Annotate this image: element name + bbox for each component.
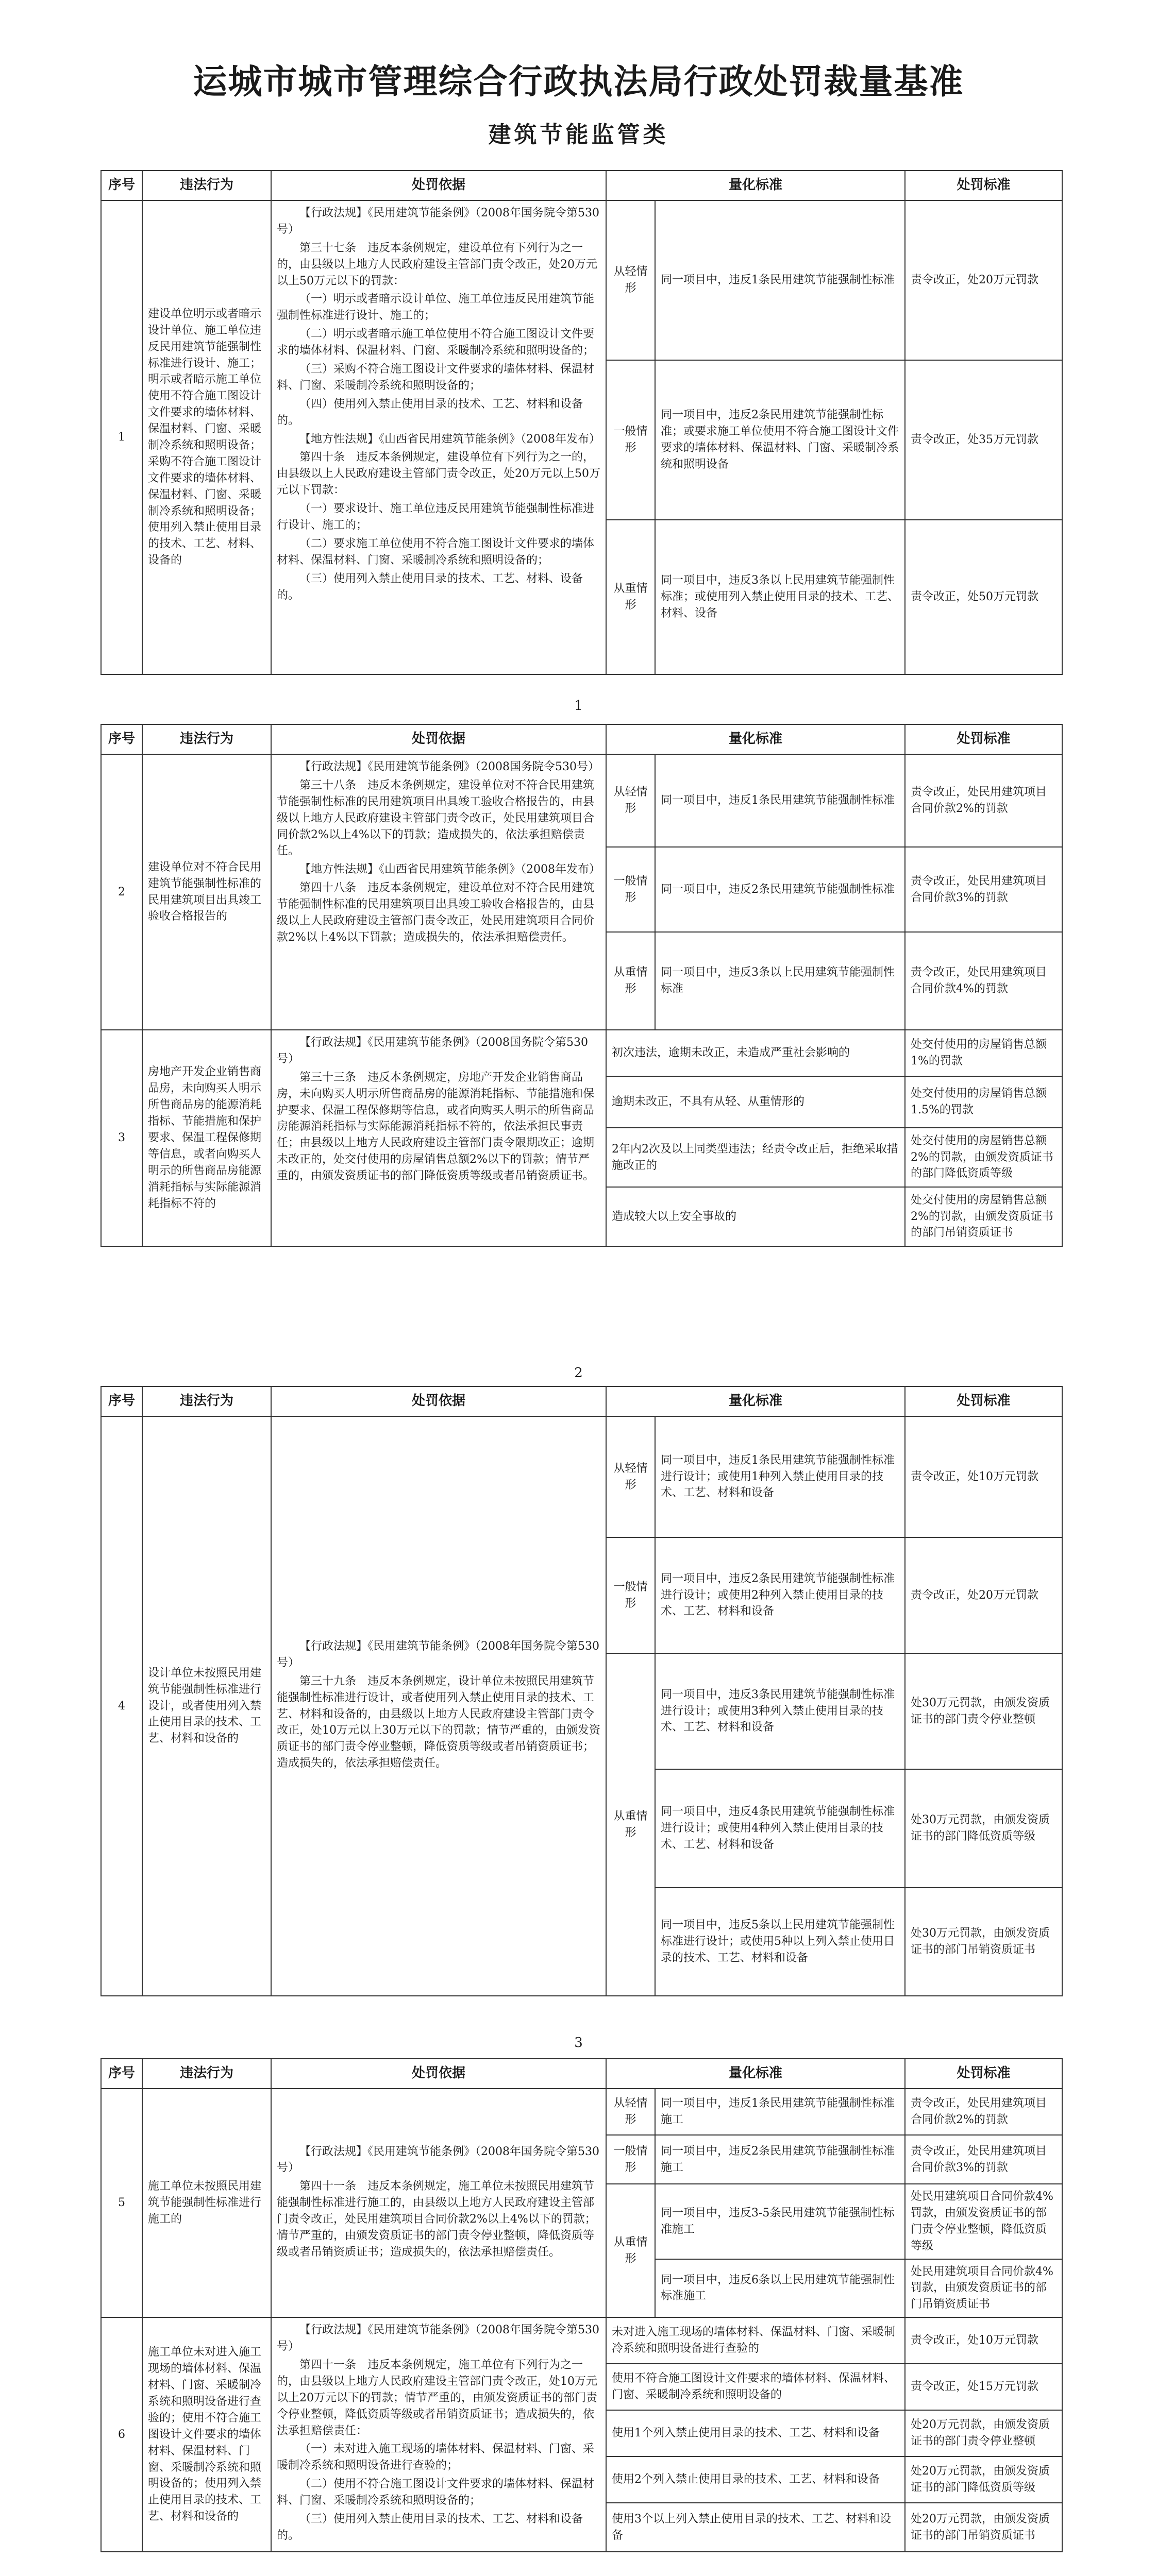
severity-level: 从轻情形 — [606, 2089, 655, 2135]
severity-level: 从重情形 — [606, 520, 655, 674]
header-standard: 量化标准 — [606, 2059, 905, 2089]
quantified-standard: 逾期未改正，不具有从轻、从重情形的 — [606, 1076, 905, 1128]
penalty-standard: 处20万元罚款，由颁发资质证书的部门责令停业整顿 — [905, 2410, 1062, 2456]
header-basis: 处罚依据 — [271, 724, 606, 754]
document-title: 运城市城市管理综合行政执法局行政处罚裁量基准 — [193, 61, 964, 101]
penalty-standard: 责令改正，处20万元罚款 — [905, 200, 1062, 360]
penalty-standard: 处30万元罚款，由颁发资质证书的部门降低资质等级 — [905, 1769, 1062, 1888]
header-no: 序号 — [101, 1386, 142, 1416]
table-row — [101, 1416, 1062, 1537]
header-standard: 量化标准 — [606, 171, 905, 200]
table-row — [101, 2089, 1062, 2135]
penalty-standard: 处交付使用的房屋销售总额1%的罚款 — [905, 1030, 1062, 1076]
header-basis: 处罚依据 — [271, 171, 606, 200]
quantified-standard: 同一项目中，违反1条民用建筑节能强制性标准施工 — [655, 2089, 905, 2135]
penalty-standard: 处20万元罚款，由颁发资质证书的部门降低资质等级 — [905, 2456, 1062, 2503]
quantified-standard: 同一项目中，违反2条民用建筑节能强制性标准；或要求施工单位使用不符合施工图设计文件要求的墙体材料、保温材料、门窗、采暖制冷系统和照明设备 — [655, 360, 905, 520]
violation-act: 施工单位未按照民用建筑节能强制性标准进行施工的 — [142, 2089, 271, 2317]
table-header-row — [101, 2059, 1062, 2089]
penalty-table-page-4 — [100, 2058, 1063, 2552]
basis-line: 第三十九条 违反本条例规定，设计单位未按照民用建筑节能强制性标准进行设计，或者使用列入禁止使用目录的技术、工艺、材料和设备的，由县级以上地方人民政府建设主管部门责令改正，处10万元以上30万元以下的罚款；情节严重的，由颁发资质证书的部门责令停业整顿，降低资质等级或者吊销资质证书；造成损失的，依法承担赔偿责任。 — [277, 1674, 600, 1770]
violation-act: 建设单位明示或者暗示设计单位、施工单位违反民用建筑节能强制性标准进行设计、施工；明示或者暗示施工单位使用不符合施工图设计文件要求的墙体材料、保温材料、门窗、采暖制冷系统和照明设备；采购不符合施工图设计文件要求的墙体材料、保温材料、门窗、采暖制冷系统和照明设备；使用列入禁止使用目录的技术、工艺、材料、设备的 — [142, 200, 271, 674]
penalty-basis — [271, 2317, 606, 2552]
quantified-standard: 使用3个以上列入禁止使用目录的技术、工艺、材料和设备 — [606, 2503, 905, 2552]
header-standard: 量化标准 — [606, 724, 905, 754]
penalty-basis — [271, 1416, 606, 1996]
penalty-standard: 责令改正，处10万元罚款 — [905, 2317, 1062, 2364]
item-no: 5 — [101, 2089, 142, 2317]
table-row — [101, 754, 1062, 847]
page-4 — [100, 2058, 1062, 2552]
quantified-standard: 同一项目中，违反2条民用建筑节能强制性标准施工 — [655, 2135, 905, 2184]
header-act: 违法行为 — [142, 2059, 271, 2089]
penalty-table-page-1 — [100, 170, 1063, 675]
penalty-standard: 责令改正，处15万元罚款 — [905, 2364, 1062, 2410]
basis-line: 【行政法规】《民用建筑节能条例》（2008年国务院令第530号） — [277, 207, 599, 236]
severity-level: 从轻情形 — [606, 200, 655, 360]
severity-level: 一般情形 — [606, 360, 655, 520]
quantified-standard: 使用不符合施工图设计文件要求的墙体材料、保温材料、门窗、采暖制冷系统和照明设备的 — [606, 2364, 905, 2410]
table-row — [101, 200, 1062, 360]
document-subtitle: 建筑节能监管类 — [488, 122, 669, 148]
item-no: 2 — [101, 754, 142, 1030]
severity-level: 一般情形 — [606, 2135, 655, 2184]
basis-line: 第三十八条 违反本条例规定，建设单位对不符合民用建筑节能强制性标准的民用建筑项目出具竣工验收合格报告的，由县级以上地方人民政府建设主管部门责令改正，处民用建筑项目合同价款2%以上4%以下的罚款；造成损失的，依法承担赔偿责任。 — [277, 778, 595, 858]
penalty-standard: 责令改正，处民用建筑项目合同价款2%的罚款 — [905, 2089, 1062, 2135]
basis-line: 第四十条 违反本条例规定，建设单位有下列行为之一的，由县级以上人民政府建设主管部门责令改正，处20万元以上50万元以下罚款： — [277, 451, 600, 497]
page-number: 3 — [574, 2035, 583, 2050]
quantified-standard: 同一项目中，违反2条民用建筑节能强制性标准进行设计；或使用2种列入禁止使用目录的技术、工艺、材料和设备 — [655, 1537, 905, 1653]
penalty-standard: 责令改正，处20万元罚款 — [905, 1537, 1062, 1653]
quantified-standard: 未对进入施工现场的墙体材料、保温材料、门窗、采暖制冷系统和照明设备进行查验的 — [606, 2317, 905, 2364]
page-3 — [100, 1386, 1062, 1996]
severity-level: 一般情形 — [606, 1537, 655, 1653]
basis-line: 【行政法规】《民用建筑节能条例》（2008年国务院令第530号） — [277, 1639, 599, 1669]
basis-line: 【行政法规】《民用建筑节能条例》（2008年国务院令第530号） — [277, 2145, 599, 2175]
violation-act: 施工单位未对进入施工现场的墙体材料、保温材料、门窗、采暖制冷系统和照明设备进行查验的；使用不符合施工图设计文件要求的墙体材料、保温材料、门窗、采暖制冷系统和照明设备的；使用列入禁止使用目录的技术、工艺、材料和设备的 — [142, 2317, 271, 2552]
item-no: 1 — [101, 200, 142, 674]
penalty-basis — [271, 200, 606, 674]
penalty-standard: 责令改正，处35万元罚款 — [905, 360, 1062, 520]
quantified-standard: 同一项目中，违反3条以上民用建筑节能强制性标准；或使用列入禁止使用目录的技术、工艺、材料、设备 — [655, 520, 905, 674]
basis-line: 【行政法规】《民用建筑节能条例》（2008国务院令530号） — [299, 760, 599, 773]
quantified-standard: 同一项目中，违反3-5条民用建筑节能强制性标准施工 — [655, 2184, 905, 2259]
penalty-standard: 责令改正，处50万元罚款 — [905, 520, 1062, 674]
quantified-standard: 同一项目中，违反1条民用建筑节能强制性标准 — [655, 754, 905, 847]
penalty-standard: 处民用建筑项目合同价款4%罚款，由颁发资质证书的部门吊销资质证书 — [905, 2259, 1062, 2318]
quantified-standard: 同一项目中，违反1条民用建筑节能强制性标准 — [655, 200, 905, 360]
basis-line: 【行政法规】《民用建筑节能条例》（2008年国务院令第530号） — [277, 2324, 599, 2353]
basis-line: 第四十一条 违反本条例规定，施工单位未按照民用建筑节能强制性标准进行施工的，由县级以上地方人民政府建设主管部门责令改正，处民用建筑项目合同价款2%以上4%以下的罚款；情节严重的，由颁发资质证书的部门责令停业整顿，降低资质等级或者吊销资质证书；造成损失的，依法承担赔偿责任。 — [277, 2180, 596, 2259]
penalty-standard: 处30万元罚款，由颁发资质证书的部门吊销资质证书 — [905, 1888, 1062, 1996]
penalty-standard: 责令改正，处民用建筑项目合同价款4%的罚款 — [905, 932, 1062, 1030]
quantified-standard: 同一项目中，违反6条以上民用建筑节能强制性标准施工 — [655, 2259, 905, 2318]
basis-line: 第三十七条 违反本条例规定，建设单位有下列行为之一的，由县级以上地方人民政府建设主管部门责令改正，处20万元以上50万元以下的罚款： — [277, 241, 597, 287]
penalty-standard: 处民用建筑项目合同价款4%罚款，由颁发资质证书的部门责令停业整顿，降低资质等级 — [905, 2184, 1062, 2259]
header-penalty: 处罚标准 — [905, 2059, 1062, 2089]
violation-act: 设计单位未按照民用建筑节能强制性标准进行设计，或者使用列入禁止使用目录的技术、工艺、材料和设备的 — [142, 1416, 271, 1996]
page-number: 1 — [574, 698, 583, 714]
penalty-standard: 处30万元罚款，由颁发资质证书的部门责令停业整顿 — [905, 1653, 1062, 1769]
quantified-standard: 同一项目中，违反4条民用建筑节能强制性标准进行设计；或使用4种列入禁止使用目录的技术、工艺、材料和设备 — [655, 1769, 905, 1888]
penalty-standard: 处交付使用的房屋销售总额2%的罚款，由颁发资质证书的部门吊销资质证书 — [905, 1187, 1062, 1246]
quantified-standard: 使用1个列入禁止使用目录的技术、工艺、材料和设备 — [606, 2410, 905, 2456]
page-2 — [100, 724, 1062, 1247]
item-no: 4 — [101, 1416, 142, 1996]
penalty-table-page-3 — [100, 1386, 1063, 1996]
table-header-row — [101, 171, 1062, 200]
violation-act: 房地产开发企业销售商品房，未向购买人明示所售商品房的能源消耗指标、节能措施和保护要求、保温工程保修期等信息，或者向购买人明示的所售商品房能源消耗指标与实际能源消耗指标不符的 — [142, 1030, 271, 1246]
severity-level: 一般情形 — [606, 847, 655, 932]
severity-level: 从重情形 — [606, 932, 655, 1030]
violation-act: 建设单位对不符合民用建筑节能强制性标准的民用建筑项目出具竣工验收合格报告的 — [142, 754, 271, 1030]
header-no: 序号 — [101, 724, 142, 754]
header-no: 序号 — [101, 2059, 142, 2089]
basis-line: 【地方性法规】《山西省民用建筑节能条例》（2008年发布） — [299, 432, 600, 446]
basis-line: （二）要求施工单位使用不符合施工图设计文件要求的墙体材料、保温材料、门窗、采暖制冷系统和照明设备的； — [277, 537, 595, 567]
basis-line: 【行政法规】《民用建筑节能条例》（2008国务院令第530号） — [277, 1036, 588, 1065]
table-row — [101, 1030, 1062, 1076]
header-basis: 处罚依据 — [271, 2059, 606, 2089]
quantified-standard: 2年内2次及以上同类型违法；经责令改正后，拒绝采取措施改正的 — [606, 1128, 905, 1187]
penalty-standard: 责令改正，处民用建筑项目合同价款2%的罚款 — [905, 754, 1062, 847]
penalty-standard: 处20万元罚款，由颁发资质证书的部门吊销资质证书 — [905, 2503, 1062, 2552]
severity-level: 从重情形 — [606, 1653, 655, 1996]
basis-line: 第四十一条 违反本条例规定，施工单位有下列行为之一的，由县级以上地方人民政府建设主管部门责令改正，处10万元以上20万元以下的罚款；情节严重的，由颁发资质证书的部门责令停业整顿，降低资质等级或者吊销资质证书；造成损失的，依法承担赔偿责任： — [277, 2359, 597, 2437]
quantified-standard: 造成较大以上安全事故的 — [606, 1187, 905, 1246]
severity-level: 从轻情形 — [606, 754, 655, 847]
table-header-row — [101, 1386, 1062, 1416]
quantified-standard: 同一项目中，违反5条以上民用建筑节能强制性标准进行设计；或使用5种以上列入禁止使用目录的技术、工艺、材料和设备 — [655, 1888, 905, 1996]
basis-line: （二）使用不符合施工图设计文件要求的墙体材料、保温材料、门窗、采暖制冷系统和照明设备的； — [277, 2478, 595, 2507]
header-penalty: 处罚标准 — [905, 1386, 1062, 1416]
basis-line: （二）明示或者暗示施工单位使用不符合施工图设计文件要求的墙体材料、保温材料、门窗、采暖制冷系统和照明设备的； — [277, 328, 595, 358]
penalty-table-page-2 — [100, 724, 1063, 1247]
basis-line: 【地方性法规】《山西省民用建筑节能条例》（2008年发布） — [299, 863, 600, 876]
header-basis: 处罚依据 — [271, 1386, 606, 1416]
item-no: 3 — [101, 1030, 142, 1246]
header-standard: 量化标准 — [606, 1386, 905, 1416]
basis-line: （三）采购不符合施工图设计文件要求的墙体材料、保温材料、门窗、采暖制冷系统和照明设备的； — [277, 363, 595, 392]
quantified-standard: 同一项目中，违反1条民用建筑节能强制性标准进行设计；或使用1种列入禁止使用目录的技术、工艺、材料和设备 — [655, 1416, 905, 1537]
penalty-standard: 责令改正，处民用建筑项目合同价款3%的罚款 — [905, 2135, 1062, 2184]
basis-line: 第四十八条 违反本条例规定，建设单位对不符合民用建筑节能强制性标准的民用建筑项目出具竣工验收合格报告的，由县级以上人民政府建设主管部门责令改正，处民用建筑项目合同价款2%以上4%以下罚款；造成损失的，依法承担赔偿责任。 — [277, 882, 595, 944]
penalty-basis — [271, 754, 606, 1030]
quantified-standard: 使用2个列入禁止使用目录的技术、工艺、材料和设备 — [606, 2456, 905, 2503]
basis-line: （一）要求设计、施工单位违反民用建筑节能强制性标准进行设计、施工的； — [277, 502, 595, 532]
header-act: 违法行为 — [142, 1386, 271, 1416]
page-1 — [100, 170, 1062, 675]
penalty-standard: 处交付使用的房屋销售总额2%的罚款，由颁发资质证书的部门降低资质等级 — [905, 1128, 1062, 1187]
header-no: 序号 — [101, 171, 142, 200]
penalty-standard: 责令改正，处10万元罚款 — [905, 1416, 1062, 1537]
basis-line: （一）明示或者暗示设计单位、施工单位违反民用建筑节能强制性标准进行设计、施工的； — [277, 293, 595, 323]
page-number: 2 — [574, 1365, 583, 1381]
basis-line: （三）使用列入禁止使用目录的技术、工艺、材料、设备的。 — [277, 572, 583, 602]
penalty-standard: 责令改正，处民用建筑项目合同价款3%的罚款 — [905, 847, 1062, 932]
quantified-standard: 同一项目中，违反3条民用建筑节能强制性标准进行设计；或使用3种列入禁止使用目录的技术、工艺、材料和设备 — [655, 1653, 905, 1769]
header-penalty: 处罚标准 — [905, 724, 1062, 754]
header-act: 违法行为 — [142, 724, 271, 754]
quantified-standard: 初次违法，逾期未改正，未造成严重社会影响的 — [606, 1030, 905, 1076]
header-act: 违法行为 — [142, 171, 271, 200]
severity-level: 从重情形 — [606, 2184, 655, 2317]
quantified-standard: 同一项目中，违反3条以上民用建筑节能强制性标准 — [655, 932, 905, 1030]
severity-level: 从轻情形 — [606, 1416, 655, 1537]
quantified-standard: 同一项目中，违反2条民用建筑节能强制性标准 — [655, 847, 905, 932]
penalty-basis — [271, 1030, 606, 1246]
header-penalty: 处罚标准 — [905, 171, 1062, 200]
basis-line: （四）使用列入禁止使用目录的技术、工艺、材料和设备的。 — [277, 397, 583, 427]
penalty-standard: 处交付使用的房屋销售总额1.5%的罚款 — [905, 1076, 1062, 1128]
table-row — [101, 2317, 1062, 2364]
basis-line: （三）使用列入禁止使用目录的技术、工艺、材料和设备的。 — [277, 2513, 583, 2542]
penalty-basis — [271, 2089, 606, 2317]
item-no: 6 — [101, 2317, 142, 2552]
basis-line: （一）未对进入施工现场的墙体材料、保温材料、门窗、采暖制冷系统和照明设备进行查验的； — [277, 2443, 595, 2472]
table-header-row — [101, 724, 1062, 754]
basis-line: 第三十三条 违反本条例规定，房地产开发企业销售商品房，未向购买人明示所售商品房的能源消耗指标、节能措施和保护要求、保温工程保修期等信息，或者向购买人明示的所售商品房能源消耗指标与实际能源消耗指标不符的，依法承担民事责任；由县级以上地方人民政府建设主管部门责令限期改正；逾期未改正的，处交付使用的房屋销售总额2%以下的罚款；情节严重的，由颁发资质证书的部门降低资质等级或者吊销资质证书。 — [277, 1071, 595, 1183]
